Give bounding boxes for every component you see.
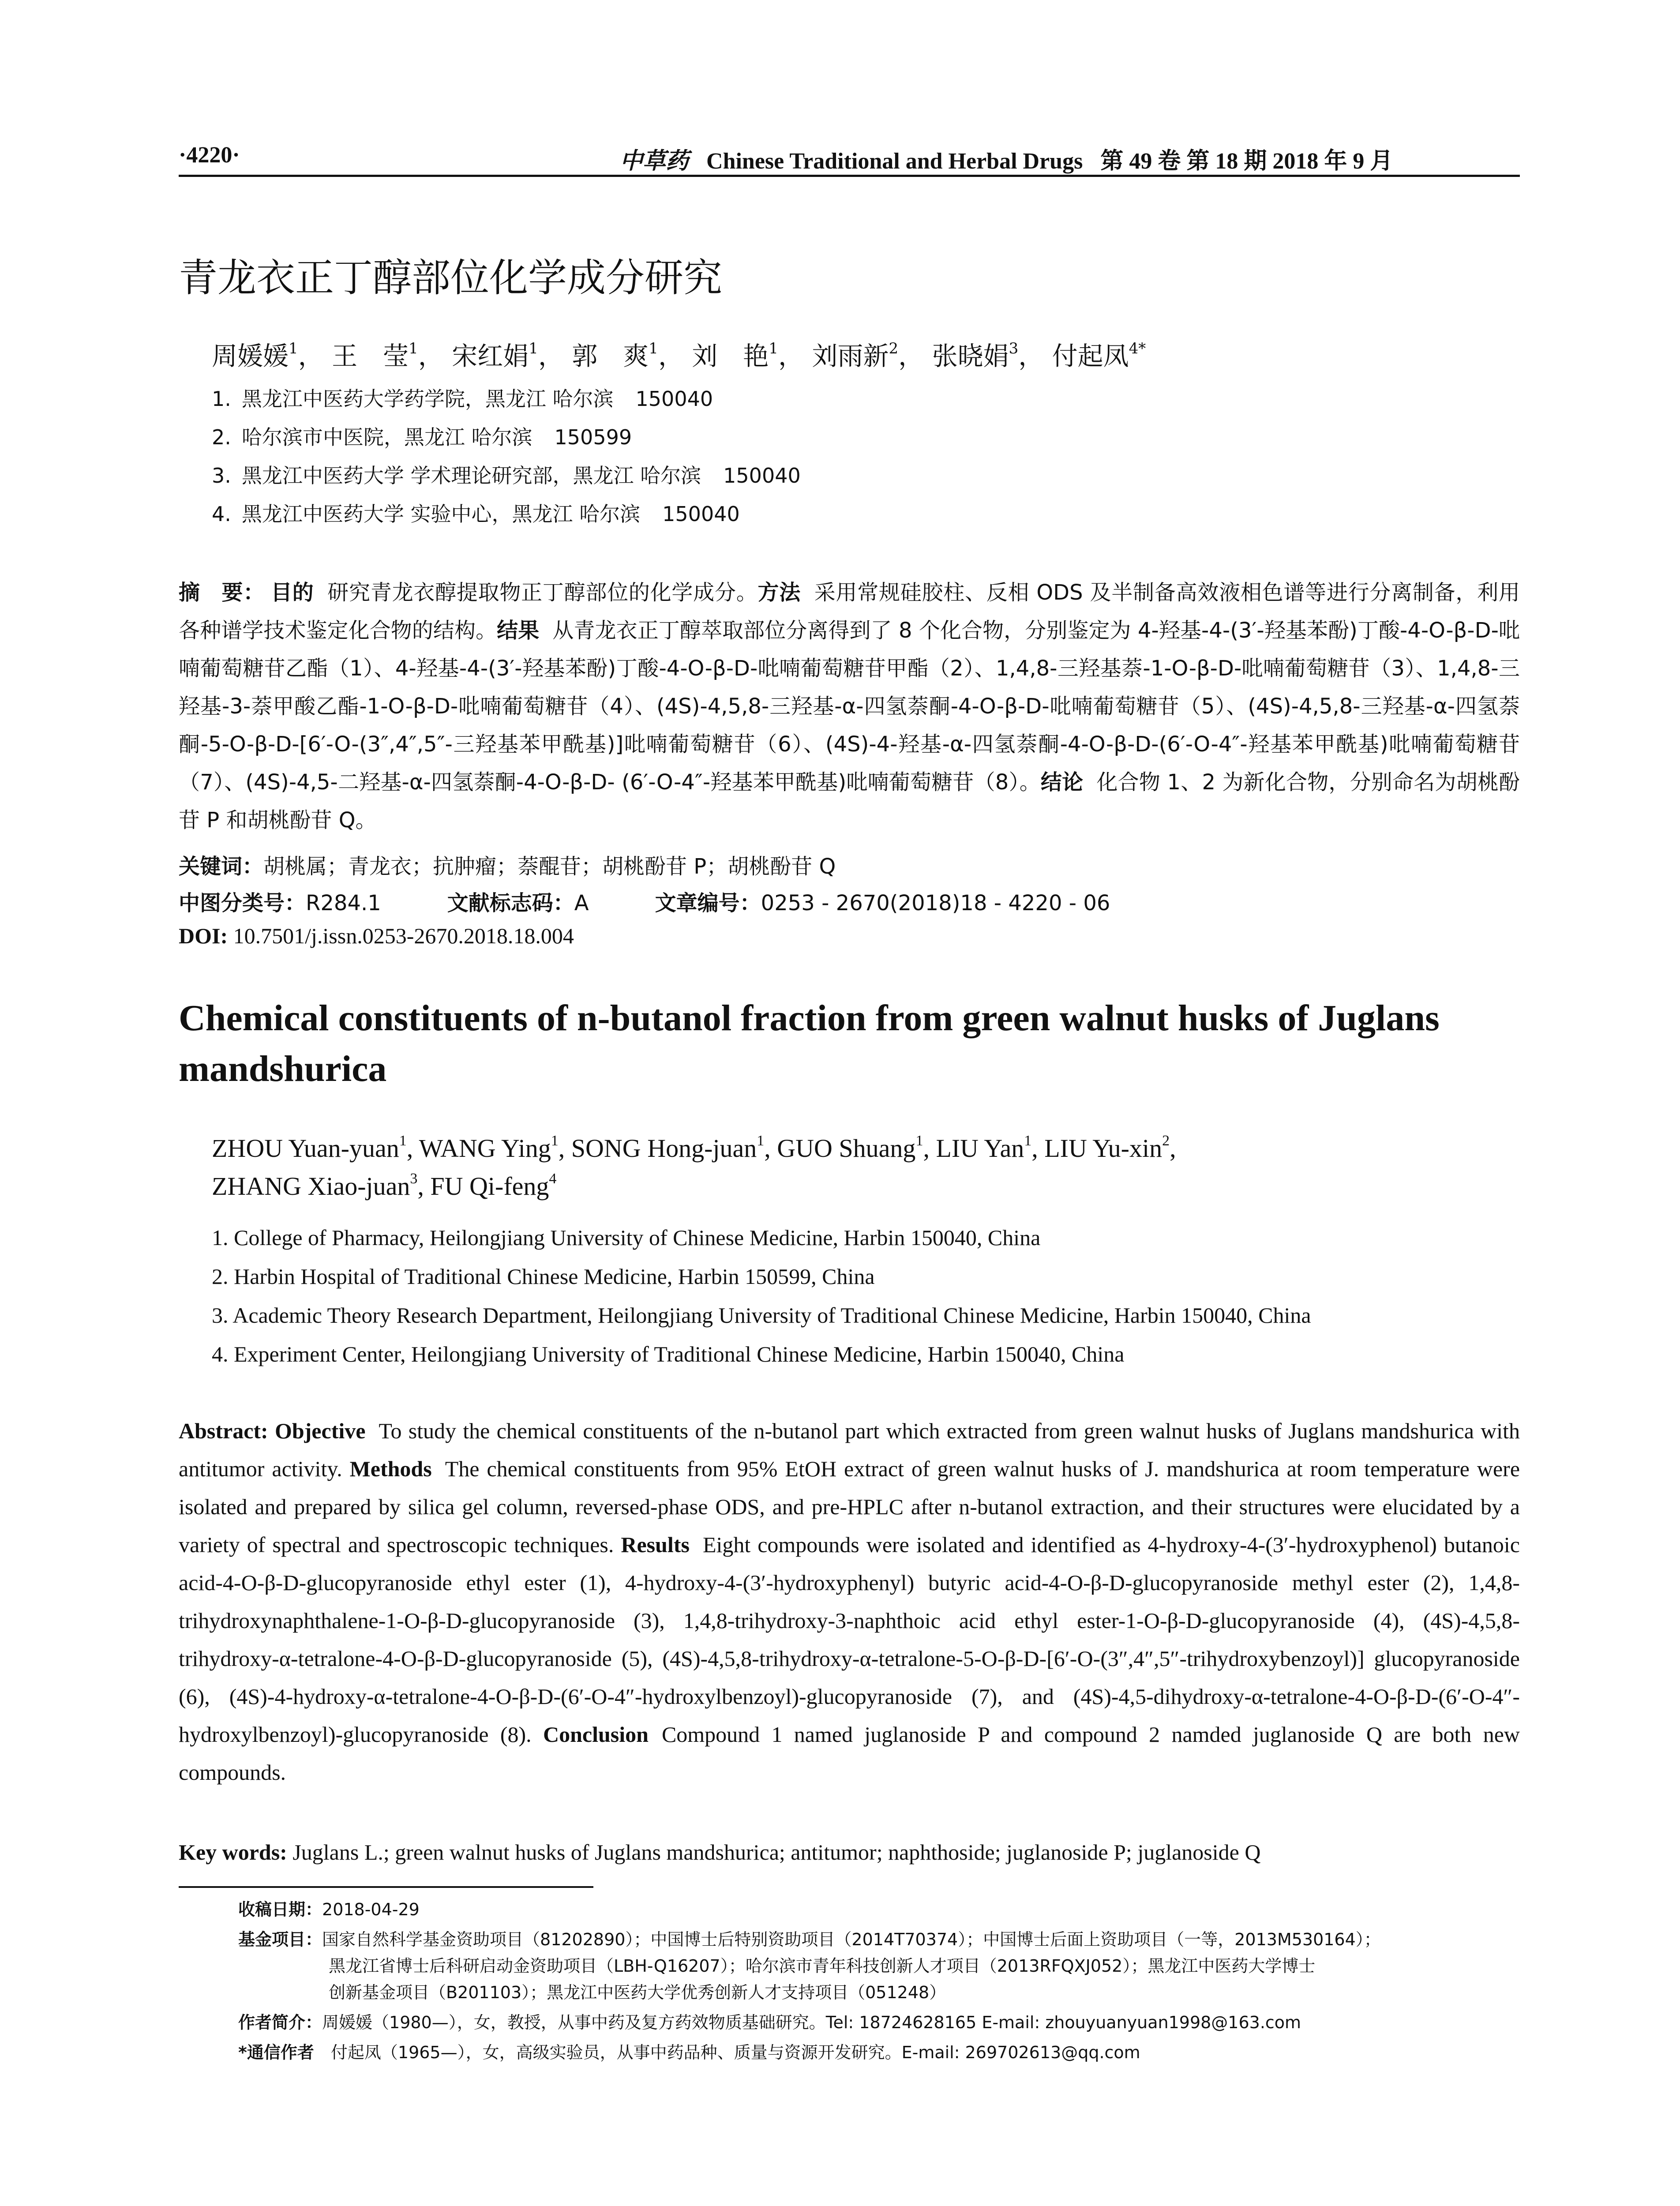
title-cn: 青龙衣正丁醇部位化学成分研究 [179,255,723,300]
authors-en-line: ZHOU Yuan-yuan$^1$, WANG Ying$^1$, SONG Hong-juan$^1$, GUO Shuang$^1$, LIU Yan$^1$, LIU Yu-xin$^2$, [212,1133,1176,1163]
classification-line: 中图分类号：R284.1 文献标志码：A 文章编号：0253 - 2670(2018)18 - 4220 - 06 [179,891,1110,915]
authors-en-line: ZHANG Xiao-juan$^3$, FU Qi-feng$^4$ [212,1171,557,1201]
author-affil-mark: 2 [889,340,899,357]
author-cn: 宋红娟 [452,341,529,371]
page-number: ·4220· [179,143,240,168]
affiliation-en: 3. Academic Theory Research Department, Heilongjiang University of Traditional Chinese Medicine, Harbin 150040, China [212,1303,1311,1328]
author-affil-mark: 1 [529,340,538,357]
doi-line: DOI: 10.7501/j.issn.0253-2670.2018.18.004 [179,923,574,948]
author-cn: 周媛媛 [212,341,289,371]
affiliation-cn: 1. 黑龙江中医药大学药学院，黑龙江 哈尔滨 150040 [212,387,713,411]
author-cn: 王 莹 [332,341,409,371]
affiliation-en: 1. College of Pharmacy, Heilongjiang University of Chinese Medicine, Harbin 150040, China [212,1225,1041,1250]
authors-cn: 周媛媛$^1$， 王 莹$^1$， 宋红娟$^1$， 郭 爽$^1$， 刘 艳$^1$， 刘雨新$^2$， 张晓娟$^3$， 付起凤$^{4*}$ [212,340,1146,371]
author-cn: 郭 爽 [572,341,649,371]
footnote-rule [179,1886,593,1888]
affiliation-cn: 2. 哈尔滨市中医院，黑龙江 哈尔滨 150599 [212,425,632,449]
author-cn: 刘 艳 [692,341,769,371]
abstract-en: Abstract: Objective To study the chemical constituents of the n-butanol part which extracted from green walnut husks of Juglans mandshurica with antitumor activity. Methods The chemical constituents from 95% EtOH extract of green walnut husks of J. mandshurica at room temperature were isolated and prepared by silica gel column, reversed-phase ODS, and pre-HPLC after n-butanol extraction, and their structures were elucidated by a variety of spectral and spectroscopic techniques. Results Eight compounds were isolated and identified as 4-hydroxy-4-(3′-hydroxyphenol) butanoic acid-4-O-β-D-glucopyranoside ethyl ester (1), 4-hydroxy-4-(3′-hydroxyphenyl) butyric acid-4-O-β-D-glucopyranoside methyl ester (2), 1,4,8-trihydroxynaphthalene-1-O-β-D-glucopyranoside (3), 1,4,8-trihydroxy-3-naphthoic acid ethyl ester-1-O-β-D-glucopyranoside (4), (4S)-4,5,8-trihydroxy-α-tetralone-4-O-β-D-glucopyranoside (5), (4S)-4,5,8-trihydroxy-α-tetralone-5-O-β-D-[6′-O-(3″,4″,5″-trihydroxybenzoyl)] glucopyranoside (6), (4S)-4-hydroxy-α-tetralone-4-O-β-D-(6′-O-4″-hydroxylbenzoyl)-glucopyranoside (7), and (4S)-4,5-dihydroxy-α-tetralone-4-O-β-D-(6′-O-4″-hydroxylbenzoyl)-glucopyranoside (8). Conclusion Compound 1 named juglanoside P and compound 2 namded juglanoside Q are both new compounds. [179,1418,1520,1785]
author-affil-mark: 1 [649,340,658,357]
volume-issue: 第 49 卷 第 18 期 2018 年 9 月 [1100,149,1393,174]
keywords-cn: 关键词：胡桃属；青龙衣；抗肿瘤；萘醌苷；胡桃酚苷 P；胡桃酚苷 Q [179,854,836,879]
header-rule [179,175,1520,177]
author-affil-mark: 1 [289,340,298,357]
author-cn: 付起凤 [1052,341,1129,371]
journal-en-name: Chinese Traditional and Herbal Drugs [706,149,1083,174]
footnote-corresponding: *通信作者 付起凤（1965—），女，高级实验员，从事中药品种、质量与资源开发研究。E-mail: 269702613@qq.com [238,2043,1140,2062]
title-en: Chemical constituents of n-butanol fraction from green walnut husks of Juglans mandshurica [179,998,1440,1089]
affiliation-en: 4. Experiment Center, Heilongjiang University of Traditional Chinese Medicine, Harbin 150040, China [212,1342,1125,1366]
author-affil-mark: 3 [1009,340,1019,357]
authors-en [212,1129,1491,1205]
footnote-author: 作者简介：周媛媛（1980—），女，教授，从事中药及复方药效物质基础研究。Tel: 18724628165 E-mail: zhouyuanyuan1998@163.com [238,2013,1301,2032]
footnote-fund: 基金项目：国家自然科学基金资助项目（81202890）；中国博士后特别资助项目（2014T70374）；中国博士后面上资助项目（一等，2013M530164）； [238,1930,1381,1949]
footnote-fund-cont: 创新基金项目（B201103）；黑龙江中医药大学优秀创新人才支持项目（051248） [329,1983,946,2002]
author-affil-mark: 1 [409,340,418,357]
author-affil-mark: 4* [1129,340,1146,357]
abstract-cn: 摘 要： 目的 研究青龙衣醇提取物正丁醇部位的化学成分。方法 采用常规硅胶柱、反相 ODS 及半制备高效液相色谱等进行分离制备，利用各种谱学技术鉴定化合物的结构。结果 从青龙衣正丁醇萃取部位分离得到了 8 个化合物，分别鉴定为 4-羟基-4-(3′-羟基苯酚)丁酸-4-O-β-D-吡喃葡萄糖苷乙酯（1）、4-羟基-4-(3′-羟基苯酚)丁酸-4-O-β-D-吡喃葡萄糖苷甲酯（2）、1,4,8-三羟基萘-1-O-β-D-吡喃葡萄糖苷（3）、1,4,8-三羟基-3-萘甲酸乙酯-1-O-β-D-吡喃葡萄糖苷（4）、(4S)-4,5,8-三羟基-α-四氢萘酮-4-O-β-D-吡喃葡萄糖苷（5）、(4S)-4,5,8-三羟基-α-四氢萘酮-5-O-β-D-[6′-O-(3″,4″,5″-三羟基苯甲酰基)]吡喃葡萄糖苷（6）、(4S)-4-羟基-α-四氢萘酮-4-O-β-D-(6′-O-4″-羟基苯甲酰基)吡喃葡萄糖苷（7）、(4S)-4,5-二羟基-α-四氢萘酮-4-O-β-D- (6′-O-4″-羟基苯甲酰基)吡喃葡萄糖苷（8）。结论 化合物 1、2 为新化合物，分别命名为胡桃酚苷 P 和胡桃酚苷 Q。 [179,580,1520,833]
affiliation-cn: 4. 黑龙江中医药大学 实验中心，黑龙江 哈尔滨 150040 [212,502,740,526]
abstract-en-label: Abstract: [179,1418,268,1443]
affiliation-cn: 3. 黑龙江中医药大学 学术理论研究部，黑龙江 哈尔滨 150040 [212,464,801,488]
author-affil-mark: 1 [769,340,779,357]
journal-cn-logo: 中草药 [620,149,689,174]
running-header [179,142,1520,177]
affiliation-en: 2. Harbin Hospital of Traditional Chinese Medicine, Harbin 150599, China [212,1264,875,1289]
abstract-cn-label: 摘 要： [179,580,265,605]
author-cn: 张晓娟 [932,341,1009,371]
keywords-en: Key words: Juglans L.; green walnut husks of Juglans mandshurica; antitumor; naphthoside; juglanoside P; juglanoside Q [179,1840,1261,1865]
journal-name [620,142,1393,175]
footnote-fund-cont: 黑龙江省博士后科研启动金资助项目（LBH-Q16207）；哈尔滨市青年科技创新人才项目（2013RFQXJ052）；黑龙江中医药大学博士 [329,1956,1316,1976]
author-cn: 刘雨新 [812,341,889,371]
footnote-received: 收稿日期：2018-04-29 [238,1900,420,1919]
